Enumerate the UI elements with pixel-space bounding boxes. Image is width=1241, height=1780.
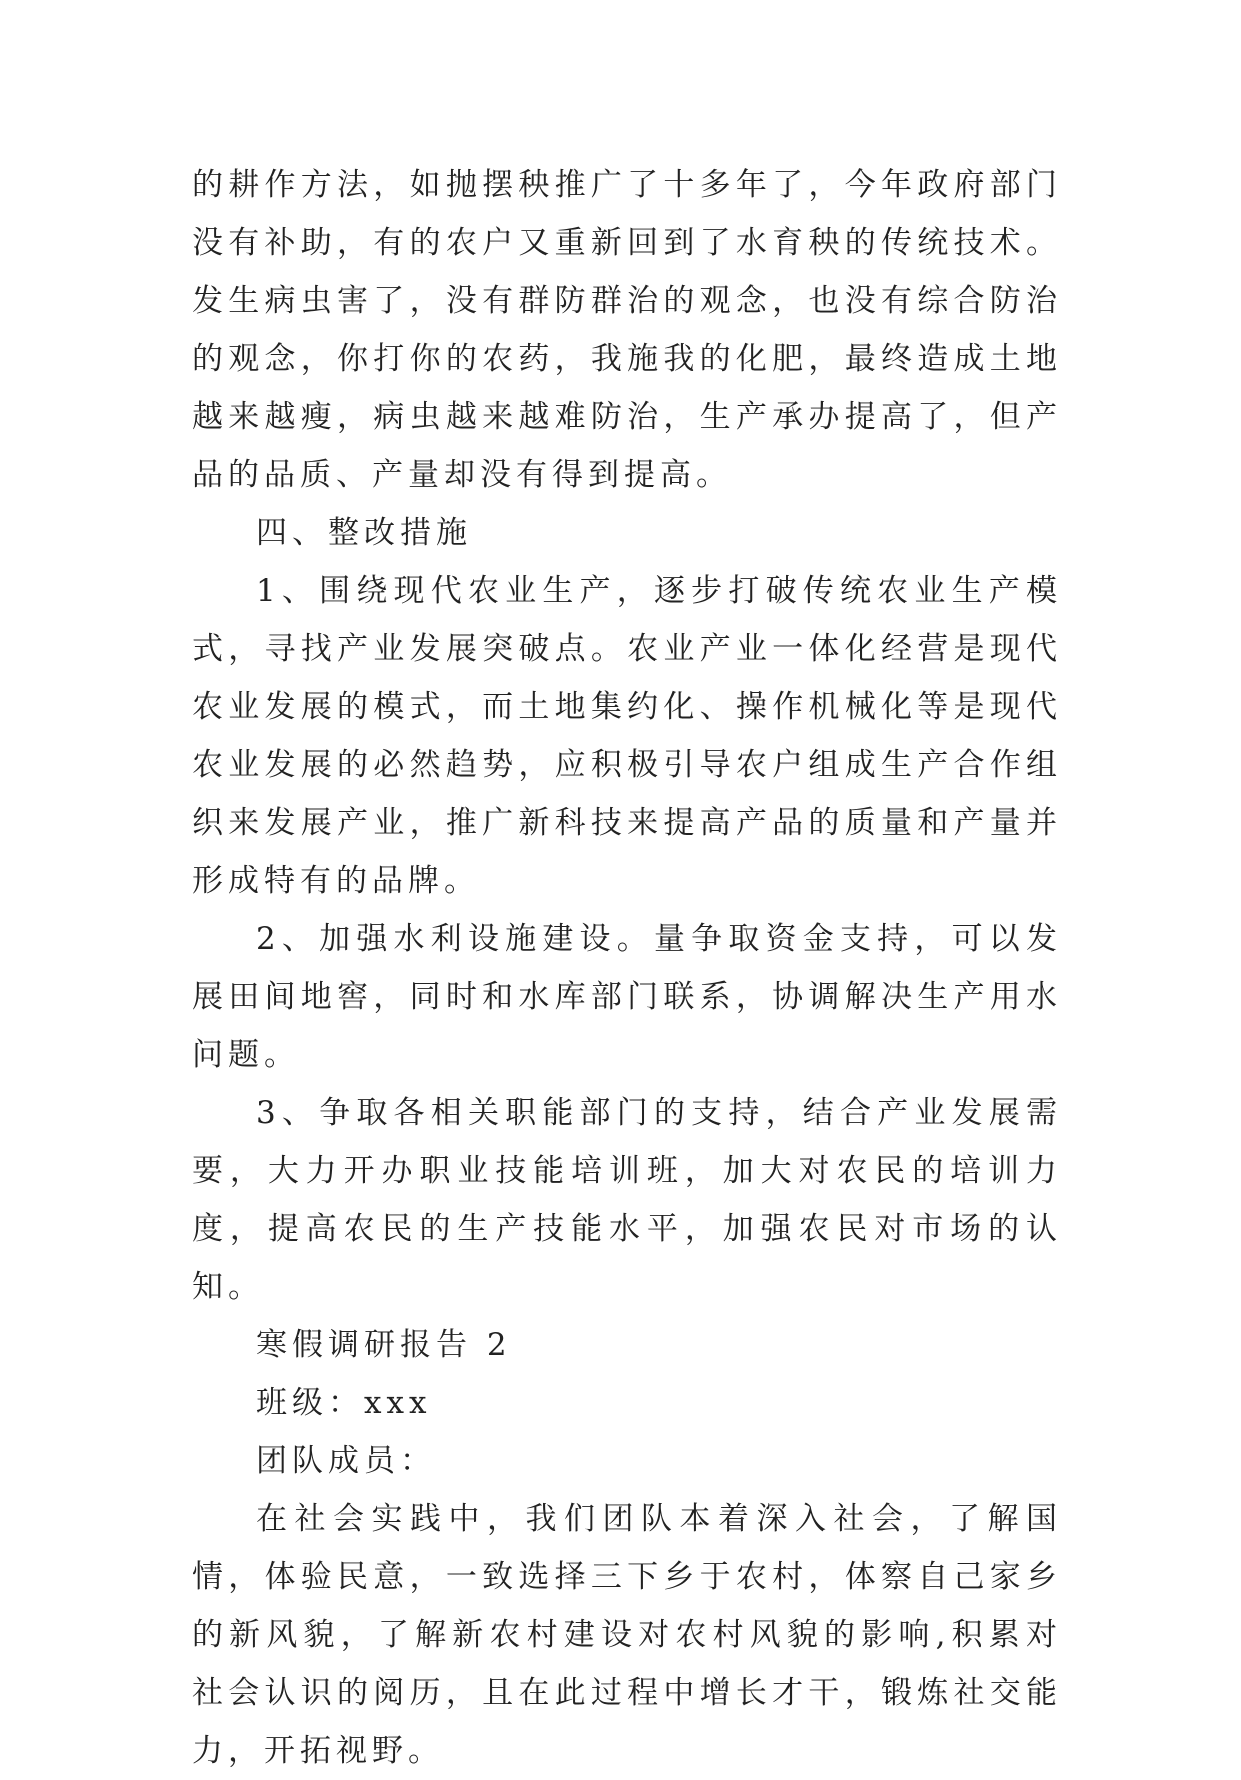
paragraph-measure-1: 1、围绕现代农业生产，逐步打破传统农业生产模式，寻找产业发展突破点。农业产业一体化经营是现代农业发展的模式，而土地集约化、操作机械化等是现代农业发展的必然趋势，应积极引导农户组成生产合作组织来发展产业，推广新科技来提高产品的质量和产量并形成特有的品牌。 [192, 573, 1062, 899]
class-line: 班级：xxx [256, 1385, 432, 1421]
document-body [192, 156, 1062, 1780]
paragraph-social-practice: 在社会实践中，我们团队本着深入社会，了解国情，体验民意，一致选择三下乡于农村，体察自己家乡的新风貌，了解新农村建设对农村风貌的影响,积累对社会认识的阅历，且在此过程中增长才干，锻炼社交能力，开拓视野。 [192, 1501, 1062, 1769]
paragraph-farming-methods: 的耕作方法，如抛摆秧推广了十多年了，今年政府部门没有补助，有的农户又重新回到了水育秧的传统技术。发生病虫害了，没有群防群治的观念，也没有综合防治的观念，你打你的农药，我施我的化肥，最终造成土地越来越瘦，病虫越来越难防治，生产承办提高了，但产品的品质、产量却没有得到提高。 [192, 167, 1062, 493]
paragraph-measure-3: 3、争取各相关职能部门的支持，结合产业发展需要，大力开办职业技能培训班，加大对农民的培训力度，提高农民的生产技能水平，加强农民对市场的认知。 [192, 1095, 1062, 1305]
paragraph-measure-2: 2、加强水利设施建设。量争取资金支持，可以发展田间地窖，同时和水库部门联系，协调解决生产用水问题。 [192, 921, 1062, 1073]
section-heading-rectification: 四、整改措施 [256, 515, 472, 551]
team-members-line: 团队成员： [256, 1443, 436, 1479]
report-title-2: 寒假调研报告 2 [256, 1327, 512, 1363]
